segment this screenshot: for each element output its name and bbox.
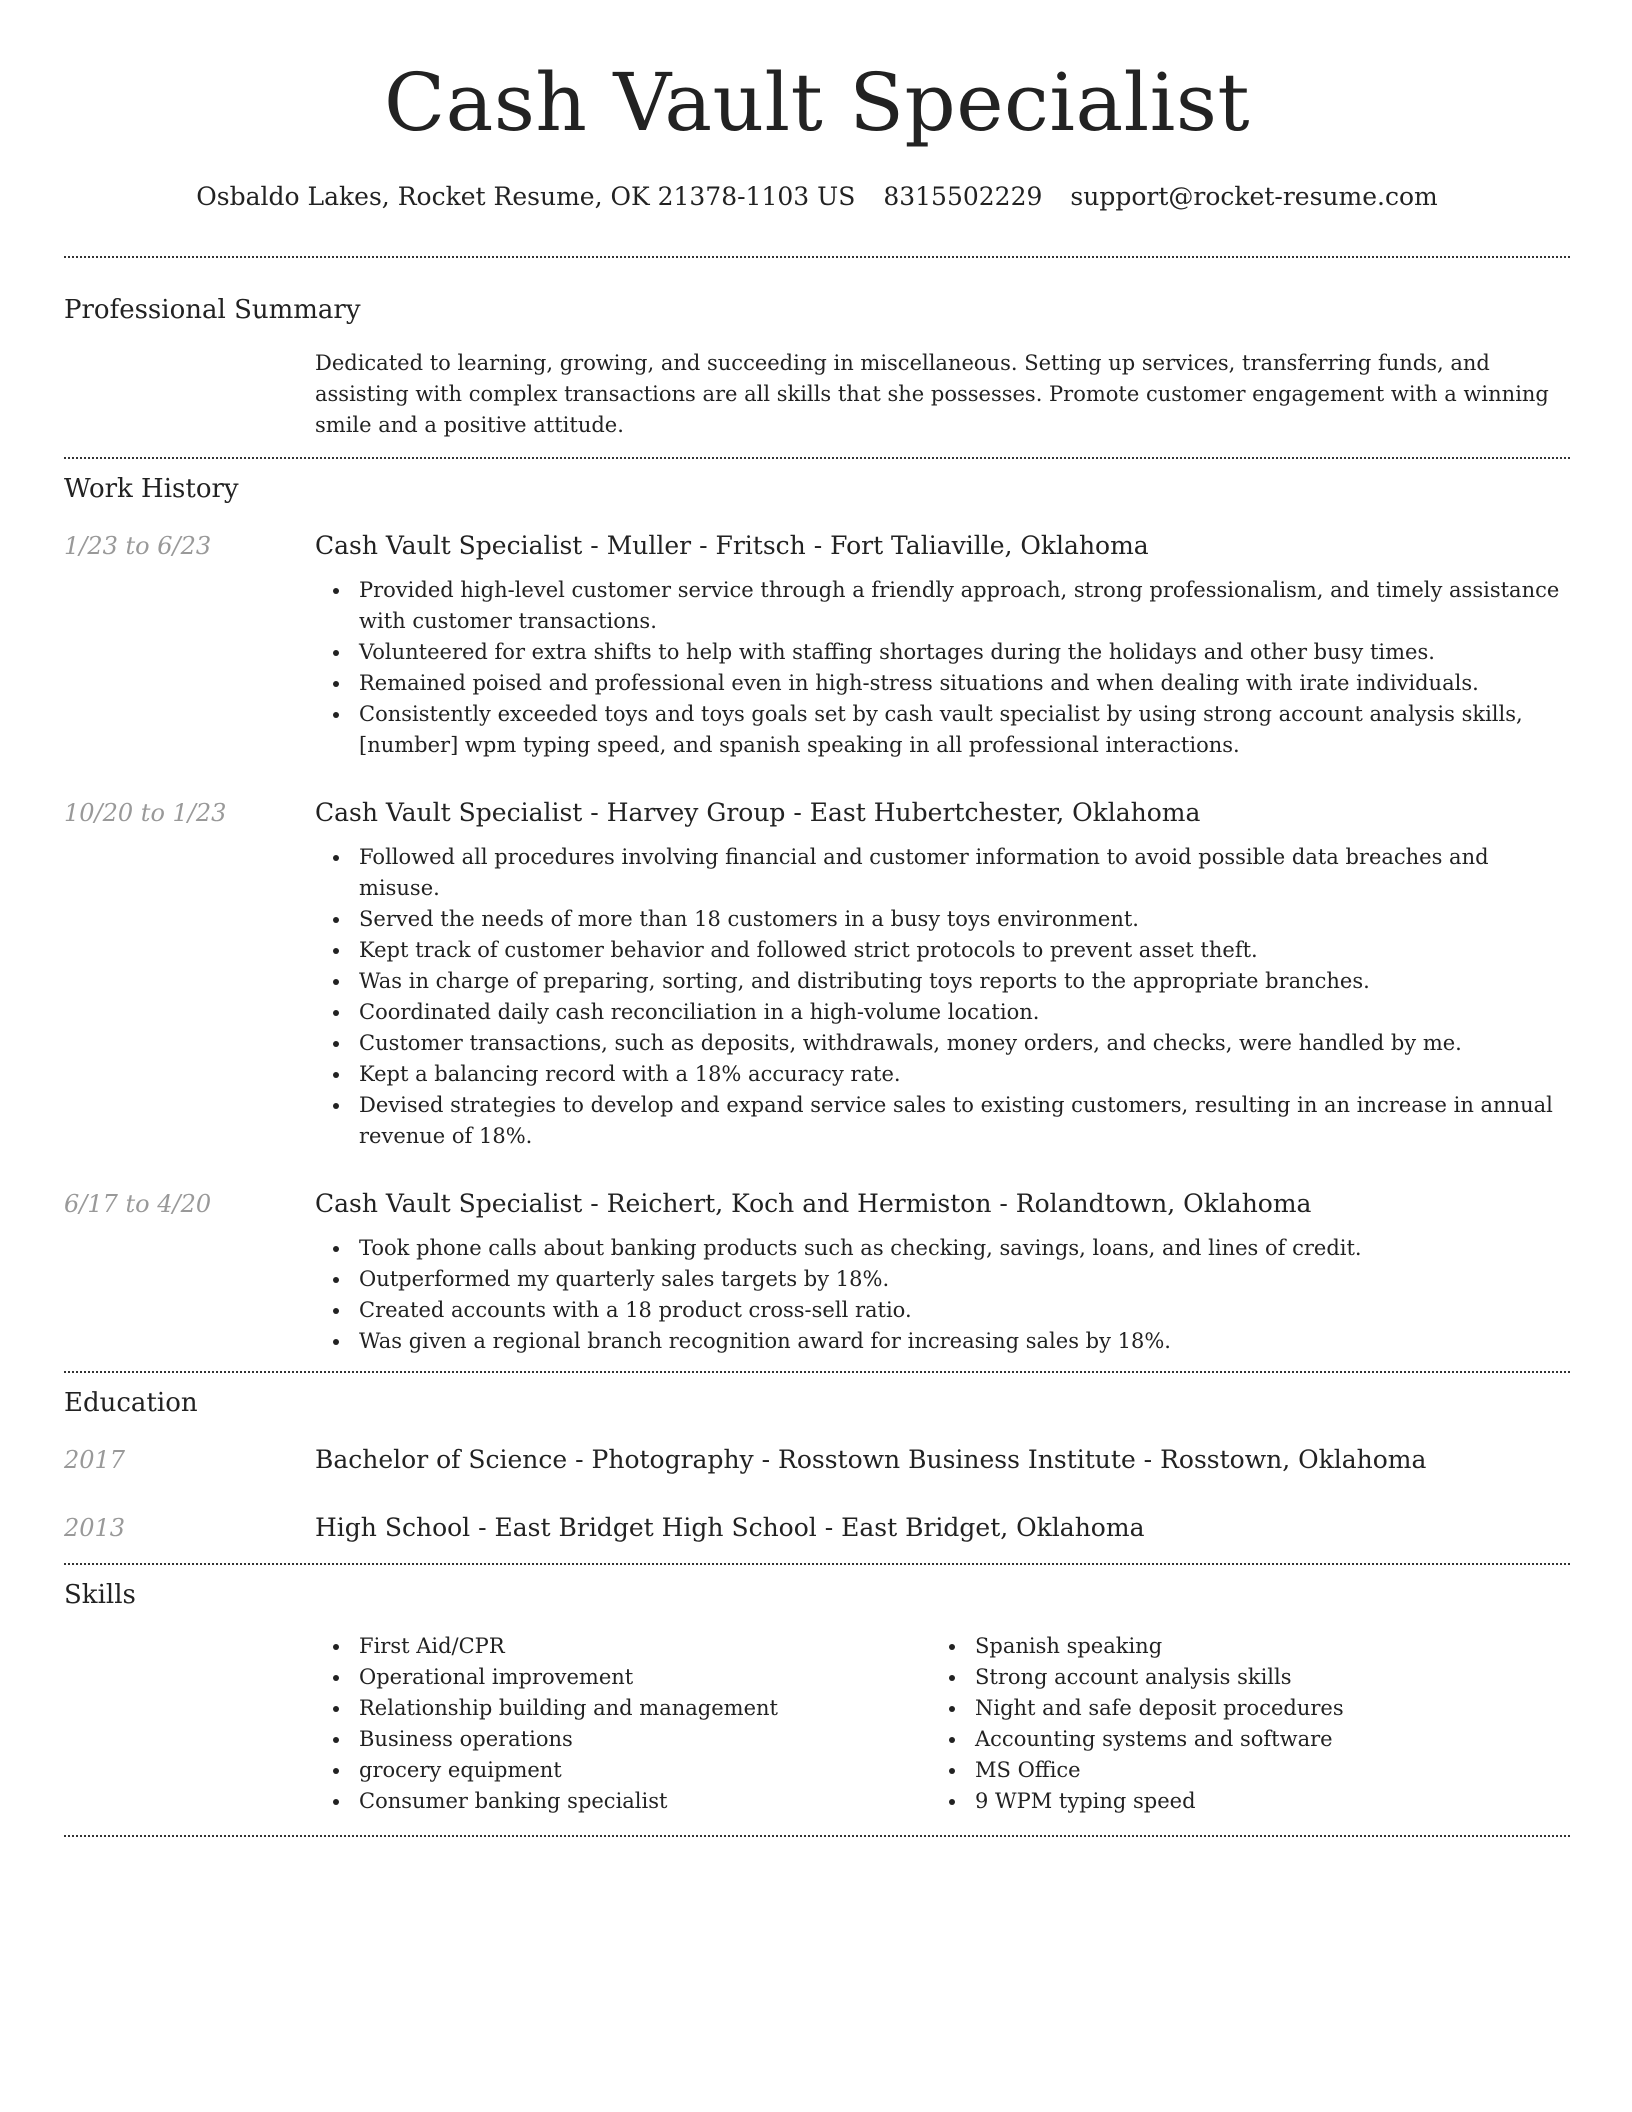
education-year: 2013 bbox=[64, 1514, 126, 1542]
education-heading: Bachelor of Science - Photography - Rosstown Business Institute - Rosstown, Oklahoma bbox=[315, 1445, 1427, 1474]
skill-item: grocery equipment bbox=[359, 1755, 931, 1786]
list-item: Customer transactions, such as deposits, withdrawals, money orders, and checks, were handled by me. bbox=[359, 1028, 1570, 1059]
summary-section bbox=[64, 258, 1570, 441]
summary-text: Dedicated to learning, growing, and succeeding in miscellaneous. Setting up services, transferring funds, and assisting with complex transactions are all skills that she possesses. Promote customer engagement with a winning smile and a positive attitude. bbox=[315, 351, 1549, 437]
education-year: 2017 bbox=[64, 1446, 126, 1474]
contact-email: support@rocket-resume.com bbox=[1070, 182, 1438, 211]
work-section bbox=[64, 459, 1570, 1357]
education-section bbox=[64, 1373, 1570, 1545]
skill-item: Business operations bbox=[359, 1724, 931, 1755]
education-entry bbox=[64, 1511, 1570, 1545]
contact-phone: 8315502229 bbox=[883, 182, 1043, 211]
resume-header bbox=[64, 0, 1570, 214]
job-bullets bbox=[315, 1233, 1570, 1357]
skills-grid bbox=[315, 1631, 1570, 1817]
list-item: Remained poised and professional even in high-stress situations and when dealing with irate individuals. bbox=[359, 668, 1570, 699]
list-item: Volunteered for extra shifts to help with staffing shortages during the holidays and other busy times. bbox=[359, 637, 1570, 668]
work-title: Work History bbox=[64, 474, 239, 504]
job-bullets bbox=[315, 842, 1570, 1152]
list-item: Devised strategies to develop and expand service sales to existing customers, resulting in an increase in annual revenue of 18%. bbox=[359, 1090, 1570, 1152]
skill-item: First Aid/CPR bbox=[359, 1631, 931, 1662]
resume-name: Cash Vault Specialist bbox=[383, 56, 1251, 149]
skills-row bbox=[64, 1631, 1570, 1817]
skills-column-left bbox=[315, 1631, 931, 1817]
list-item: Kept track of customer behavior and followed strict protocols to prevent asset theft. bbox=[359, 935, 1570, 966]
skill-item: Spanish speaking bbox=[975, 1631, 1547, 1662]
job-dates: 6/17 to 4/20 bbox=[64, 1190, 212, 1218]
list-item: Coordinated daily cash reconciliation in a high-volume location. bbox=[359, 997, 1570, 1028]
skill-item: Night and safe deposit procedures bbox=[975, 1693, 1547, 1724]
list-item: Was in charge of preparing, sorting, and distributing toys reports to the appropriate branches. bbox=[359, 966, 1570, 997]
list-item: Consistently exceeded toys and toys goals set by cash vault specialist by using strong account analysis skills, [number] wpm typing speed, and spanish speaking in all professional interactions. bbox=[359, 699, 1570, 761]
skills-column-right bbox=[931, 1631, 1547, 1817]
list-item: Outperformed my quarterly sales targets by 18%. bbox=[359, 1264, 1570, 1295]
skill-item: MS Office bbox=[975, 1755, 1547, 1786]
job-bullets bbox=[315, 575, 1570, 761]
skill-item: Accounting systems and software bbox=[975, 1724, 1547, 1755]
job-heading: Cash Vault Specialist - Reichert, Koch and Hermiston - Rolandtown, Oklahoma bbox=[315, 1189, 1312, 1218]
skill-item: Consumer banking specialist bbox=[359, 1786, 931, 1817]
list-item: Provided high-level customer service through a friendly approach, strong professionalism, and timely assistance with customer transactions. bbox=[359, 575, 1570, 637]
education-title: Education bbox=[64, 1388, 198, 1418]
skill-item: Strong account analysis skills bbox=[975, 1662, 1547, 1693]
skills-list bbox=[931, 1631, 1547, 1817]
skills-section bbox=[64, 1565, 1570, 1817]
summary-left-spacer bbox=[64, 348, 315, 441]
list-item: Followed all procedures involving financial and customer information to avoid possible data breaches and misuse. bbox=[359, 842, 1570, 904]
summary-content bbox=[315, 348, 1570, 441]
skill-item: Relationship building and management bbox=[359, 1693, 931, 1724]
job-details bbox=[315, 796, 1570, 1152]
education-details bbox=[315, 1511, 1570, 1545]
summary-title: Professional Summary bbox=[64, 295, 361, 325]
skills-list bbox=[315, 1631, 931, 1817]
list-item: Was given a regional branch recognition award for increasing sales by 18%. bbox=[359, 1326, 1570, 1357]
list-item: Took phone calls about banking products such as checking, savings, loans, and lines of credit. bbox=[359, 1233, 1570, 1264]
skills-title: Skills bbox=[64, 1580, 136, 1610]
skills-left-spacer bbox=[64, 1631, 315, 1817]
contact-address: Osbaldo Lakes, Rocket Resume, OK 21378-1103 US bbox=[196, 182, 856, 211]
summary-row bbox=[64, 348, 1570, 441]
list-item: Served the needs of more than 18 customers in a busy toys environment. bbox=[359, 904, 1570, 935]
job-entry bbox=[64, 796, 1570, 1152]
job-entry bbox=[64, 529, 1570, 761]
skills-content bbox=[315, 1631, 1570, 1817]
list-item: Created accounts with a 18 product cross-sell ratio. bbox=[359, 1295, 1570, 1326]
job-dates: 1/23 to 6/23 bbox=[64, 532, 212, 560]
skill-item: 9 WPM typing speed bbox=[975, 1786, 1547, 1817]
divider bbox=[64, 1835, 1570, 1837]
resume-page bbox=[64, 0, 1570, 1837]
job-heading: Cash Vault Specialist - Harvey Group - East Hubertchester, Oklahoma bbox=[315, 798, 1201, 827]
job-dates: 10/20 to 1/23 bbox=[64, 799, 227, 827]
list-item: Kept a balancing record with a 18% accuracy rate. bbox=[359, 1059, 1570, 1090]
job-heading: Cash Vault Specialist - Muller - Fritsch - Fort Taliaville, Oklahoma bbox=[315, 531, 1149, 560]
job-details bbox=[315, 1187, 1570, 1357]
education-details bbox=[315, 1443, 1570, 1477]
education-entry bbox=[64, 1443, 1570, 1477]
education-heading: High School - East Bridget High School - East Bridget, Oklahoma bbox=[315, 1513, 1145, 1542]
job-details bbox=[315, 529, 1570, 761]
skill-item: Operational improvement bbox=[359, 1662, 931, 1693]
job-entry bbox=[64, 1187, 1570, 1357]
contact-line bbox=[64, 180, 1570, 214]
